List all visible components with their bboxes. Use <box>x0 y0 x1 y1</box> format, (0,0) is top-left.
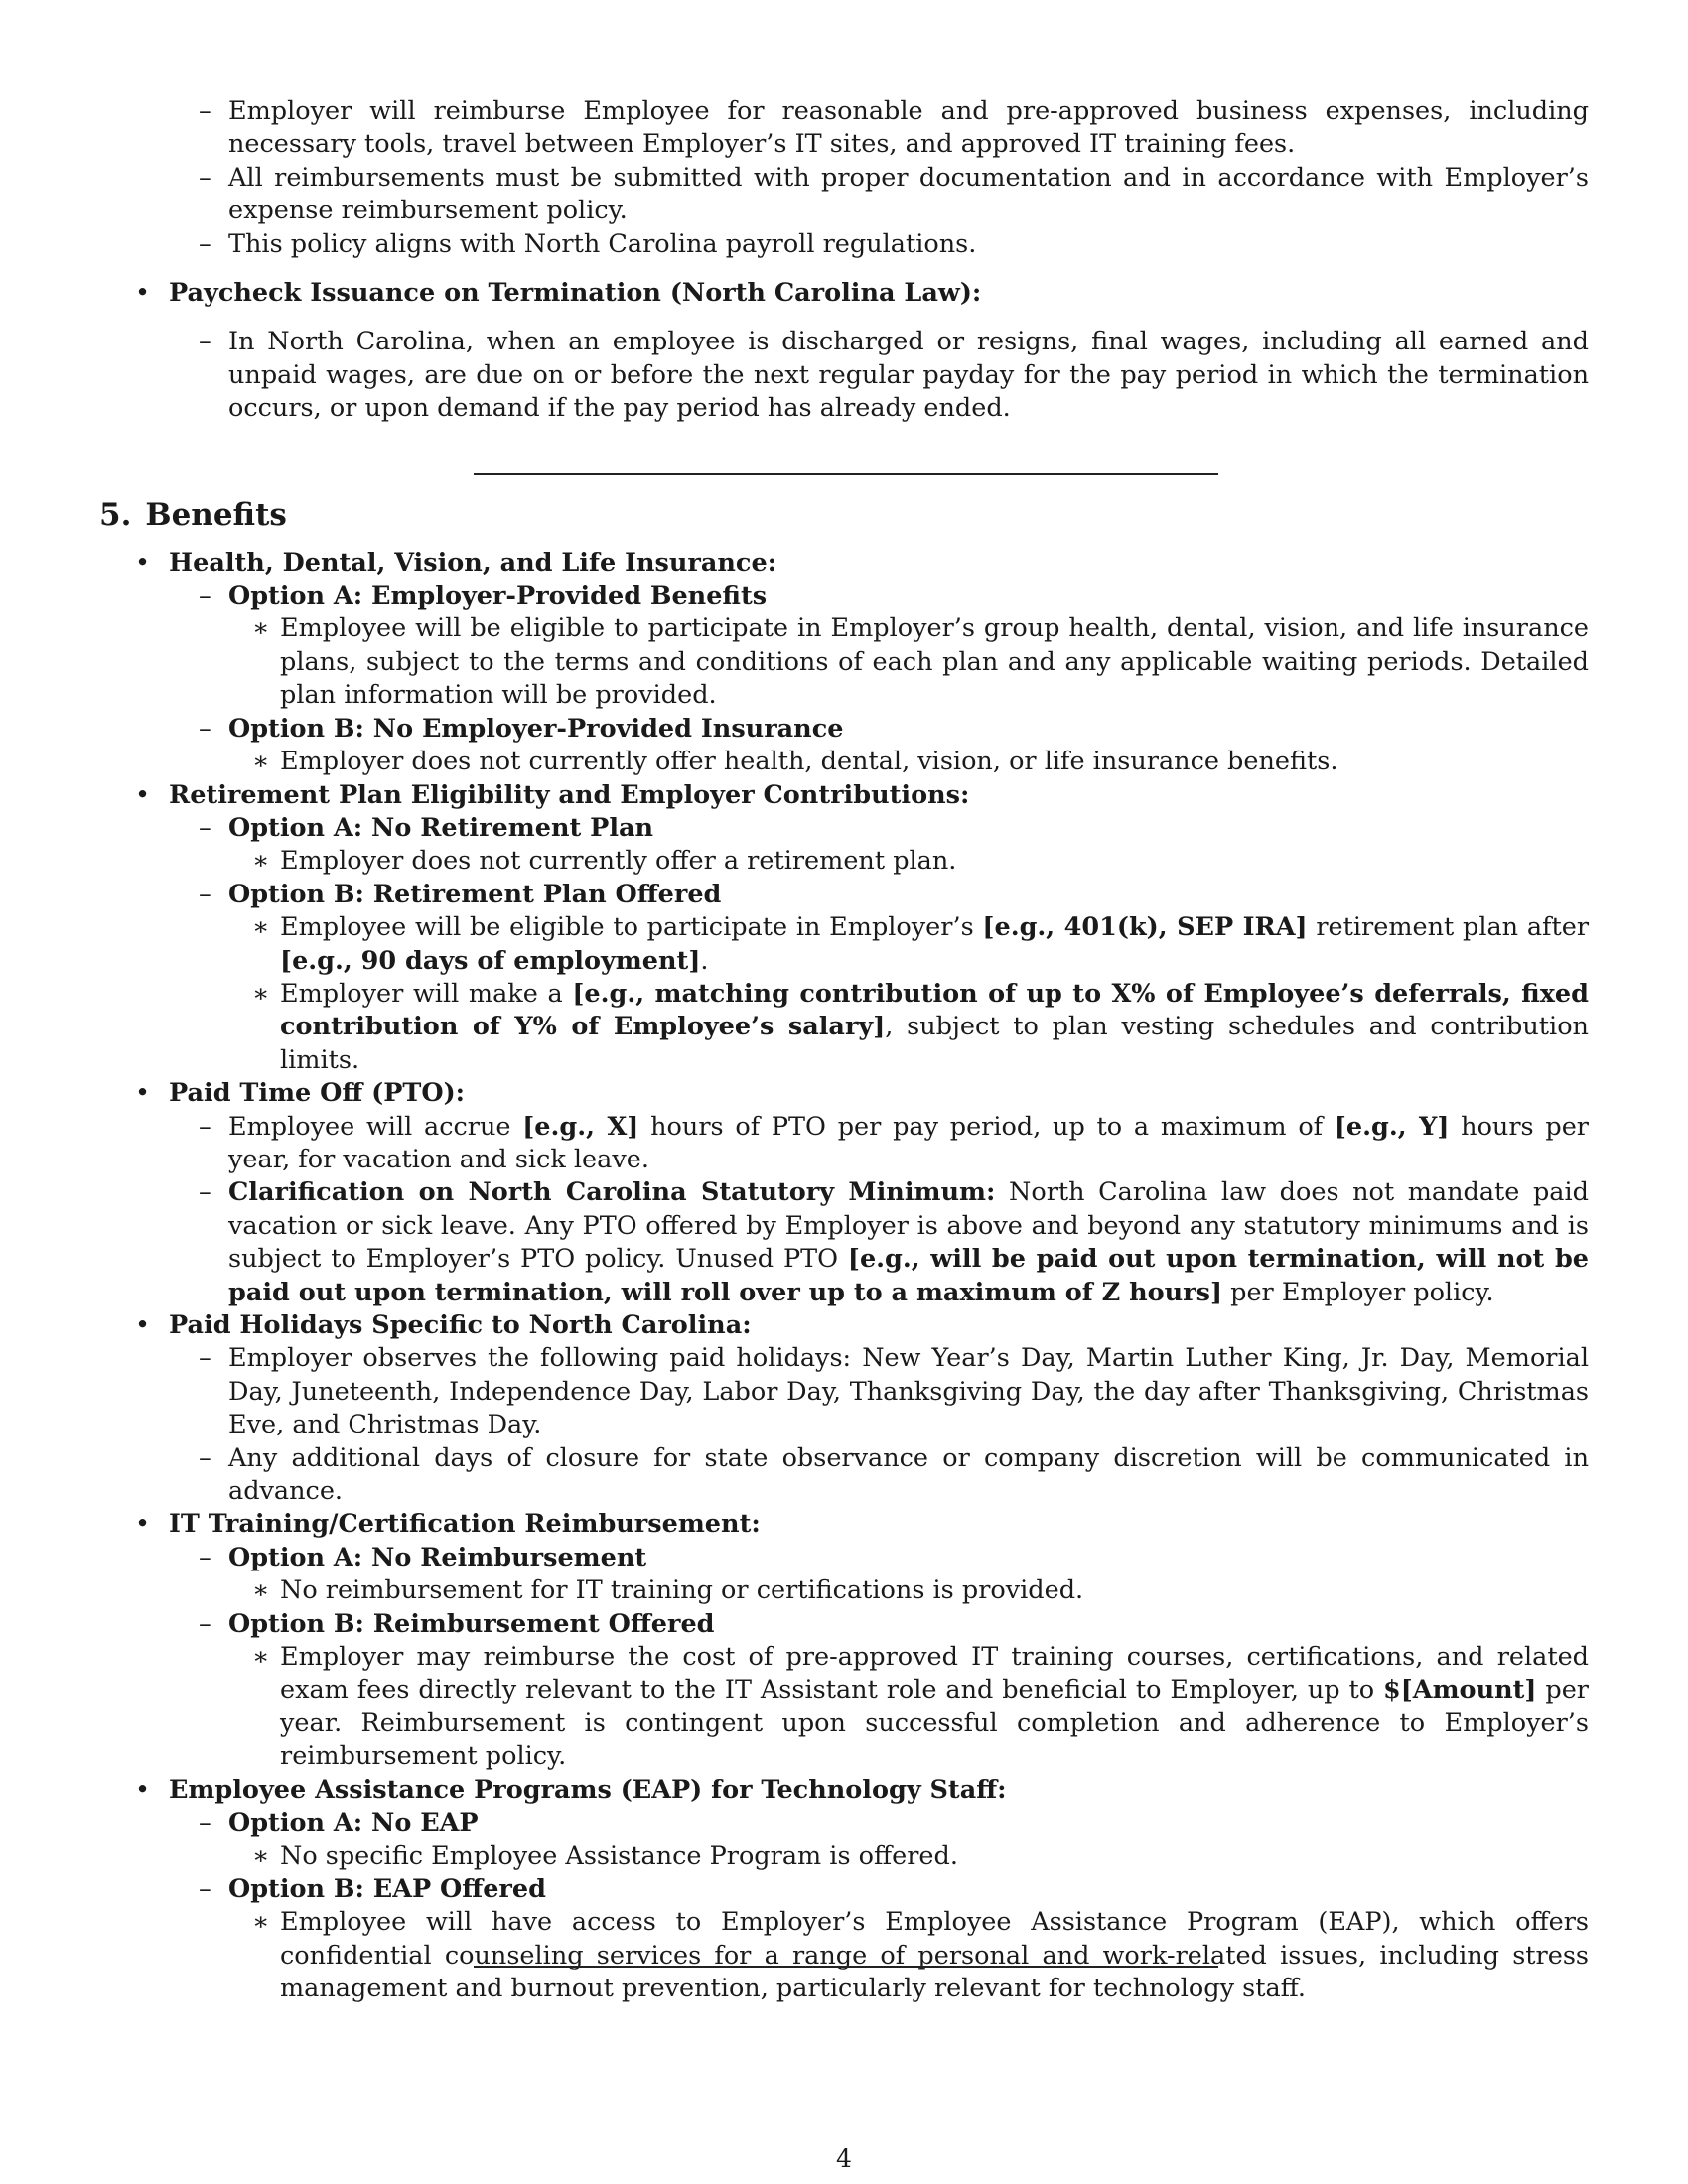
option-heading: – Option A: No Reimbursement <box>228 1542 1589 1574</box>
section-divider <box>474 1966 1218 1968</box>
benefit-heading: • Paid Holidays Specific to North Carolina: <box>169 1309 1589 1342</box>
dash-marker: – <box>199 1442 211 1473</box>
benefit-heading: • Retirement Plan Eligibility and Employer Contributions: <box>169 779 1589 812</box>
termination-sublist <box>99 326 1589 425</box>
benefit-heading: • Paid Time Off (PTO): <box>169 1077 1589 1110</box>
list-item: ∗ Employee will have access to Employer’s Employee Assistance Program (EAP), which offers confidential counseling services for a range of personal and work-related issues, including stress management and burnout prevention, particularly relevant for technology staff. <box>252 1907 1589 2004</box>
star-marker: ∗ <box>252 1642 270 1673</box>
star-marker: ∗ <box>252 978 270 1009</box>
option-heading: – Option B: No Employer-Provided Insurance <box>228 713 1589 746</box>
termination-heading: • Paycheck Issuance on Termination (North Carolina Law): <box>169 277 1589 310</box>
list-item: ∗ Employee will be eligible to participate in Employer’s group health, dental, vision, and life insurance plans, subject to the terms and conditions of each plan and any applicable waiting periods. Detailed plan information will be provided. <box>252 614 1589 711</box>
section-number: 5. <box>99 496 132 533</box>
list-item: ∗ No reimbursement for IT training or certifications is provided. <box>280 1574 1589 1607</box>
list-item: – All reimbursements must be submitted with proper documentation and in accordance with Employer’s expense reimbursement policy. <box>199 162 1589 226</box>
dash-marker: – <box>199 1111 211 1142</box>
list-item: ∗ Employer may reimburse the cost of pre-approved IT training courses, certifications, and related exam fees directly relevant to the IT Assistant role and beneficial to Employer, up to $[Amount] per year. Reimbursement is contingent upon successful completion and adherence to Employer’s reimbursement policy. <box>252 1642 1589 1772</box>
list-item: – This policy aligns with North Carolina payroll regulations. <box>228 228 1589 261</box>
option-heading: – Option B: EAP Offered <box>228 1873 1589 1906</box>
list-item: ∗ No specific Employee Assistance Program is offered. <box>280 1841 1589 1873</box>
star-marker: ∗ <box>252 1575 270 1606</box>
dash-marker: – <box>199 713 211 744</box>
bullet-marker: • <box>135 1509 151 1540</box>
dash-marker: – <box>199 327 211 357</box>
page-number: 4 <box>836 2144 852 2173</box>
star-marker: ∗ <box>252 1907 270 1938</box>
benefit-heading: • IT Training/Certification Reimbursement: <box>169 1508 1589 1541</box>
dash-marker: – <box>199 879 211 909</box>
dash-marker: – <box>199 1343 211 1374</box>
dash-marker: – <box>199 96 211 126</box>
dash-marker: – <box>199 1608 211 1639</box>
list-item: – In North Carolina, when an employee is discharged or resigns, final wages, including all earned and unpaid wages, are due on or before the next regular payday for the pay period in which the termination occurs, or upon demand if the pay period has already ended. <box>199 327 1589 424</box>
dash-marker: – <box>199 581 211 612</box>
bullet-marker: • <box>135 1774 151 1805</box>
star-marker: ∗ <box>252 747 270 777</box>
section-title: Benefits <box>145 496 287 533</box>
option-heading: – Option B: Retirement Plan Offered <box>228 879 1589 911</box>
option-heading: – Option B: Reimbursement Offered <box>228 1608 1589 1641</box>
bullet-marker: • <box>135 1078 151 1109</box>
dash-marker: – <box>199 228 211 259</box>
list-item: ∗ Employer does not currently offer health, dental, vision, or life insurance benefits. <box>280 746 1589 778</box>
option-heading: – Option A: Employer-Provided Benefits <box>228 580 1589 613</box>
benefit-heading: • Employee Assistance Programs (EAP) for Technology Staff: <box>169 1774 1589 1807</box>
star-marker: ∗ <box>252 912 270 943</box>
section-heading <box>99 495 1589 535</box>
bullet-marker: • <box>135 278 151 309</box>
benefit-heading: • Health, Dental, Vision, and Life Insurance: <box>169 547 1589 580</box>
document-body <box>99 95 1589 2006</box>
list-item: ∗ Employer does not currently offer a retirement plan. <box>280 845 1589 878</box>
star-marker: ∗ <box>252 846 270 877</box>
dash-marker: – <box>199 1808 211 1839</box>
dash-marker: – <box>199 1177 211 1208</box>
option-heading: – Option A: No EAP <box>228 1807 1589 1840</box>
star-marker: ∗ <box>252 614 270 644</box>
list-item: ∗ Employee will be eligible to participate in Employer’s [e.g., 401(k), SEP IRA] retirement plan after [e.g., 90 days of employment]. <box>252 912 1590 976</box>
list-item: ∗ Employer will make a [e.g., matching contribution of up to X% of Employee’s deferrals, fixed contribution of Y% of Employee’s salary], subject to plan vesting schedules and contribution limits. <box>252 978 1589 1075</box>
list-item: – Any additional days of closure for state observance or company discretion will be communicated in advance. <box>199 1442 1589 1507</box>
list-item: – Clarification on North Carolina Statutory Minimum: North Carolina law does not mandate paid vacation or sick leave. Any PTO offered by Employer is above and beyond any statutory minimums and is subject to Employer’s PTO policy. Unused PTO [e.g., will be paid out upon termination, will not be paid out upon termination, will roll over up to a maximum of Z hours] per Employer policy. <box>199 1177 1589 1307</box>
termination-list <box>99 277 1589 310</box>
dash-marker: – <box>199 1873 211 1904</box>
expense-list <box>99 95 1589 261</box>
dash-marker: – <box>199 162 211 193</box>
section-divider <box>474 473 1218 475</box>
dash-marker: – <box>199 812 211 843</box>
list-item: – Employer will reimburse Employee for reasonable and pre-approved business expenses, including necessary tools, travel between Employer’s IT sites, and approved IT training fees. <box>199 96 1589 160</box>
option-heading: – Option A: No Retirement Plan <box>228 812 1589 845</box>
bullet-marker: • <box>135 547 151 578</box>
benefits-list <box>99 547 1589 2006</box>
list-item: – Employer observes the following paid holidays: New Year’s Day, Martin Luther King, Jr. Day, Memorial Day, Juneteenth, Independence Day, Labor Day, Thanksgiving Day, the day after Thanksgiving, Christmas Eve, and Christmas Day. <box>199 1343 1589 1440</box>
bullet-marker: • <box>135 779 151 810</box>
dash-marker: – <box>199 1542 211 1572</box>
list-item: – Employee will accrue [e.g., X] hours of PTO per pay period, up to a maximum of [e.g., Y] hours per year, for vacation and sick leave. <box>199 1111 1589 1174</box>
bullet-marker: • <box>135 1310 151 1340</box>
star-marker: ∗ <box>252 1841 270 1871</box>
